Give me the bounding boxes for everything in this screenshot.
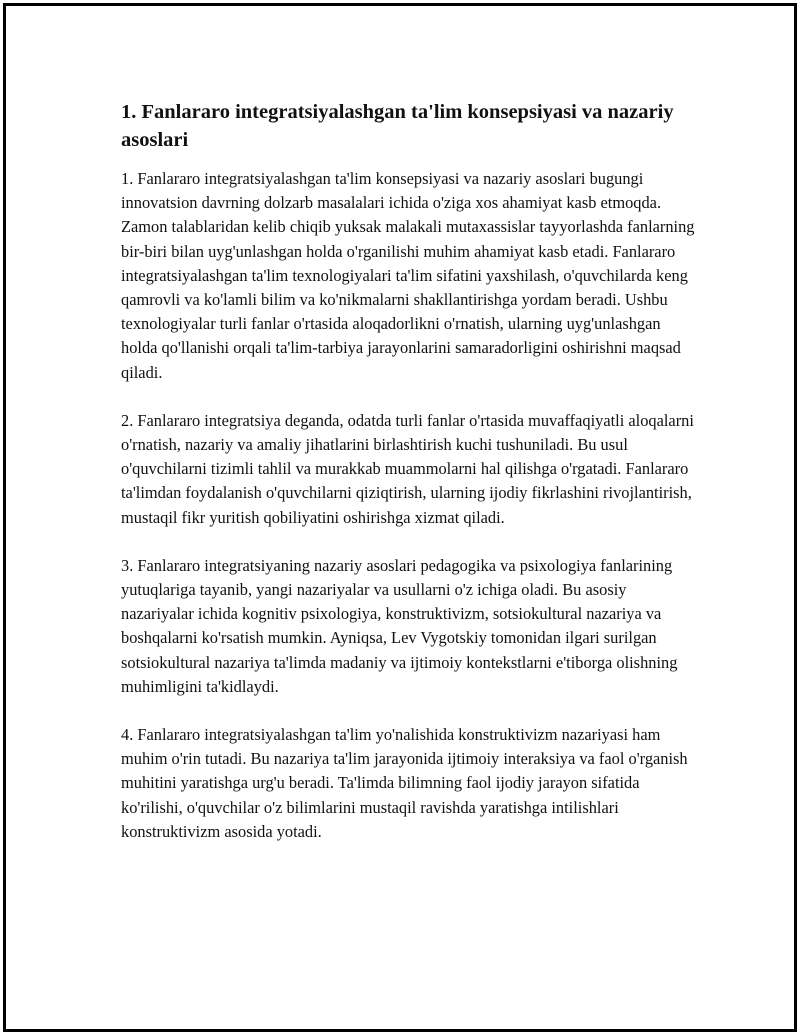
document-body	[121, 98, 701, 868]
page-frame	[3, 3, 797, 1032]
paragraph-1: 1. Fanlararo integratsiyalashgan ta'lim konsepsiyasi va nazariy asoslari bugungi innovatsion davrning dolzarb masalalari ichida o'ziga xos ahamiyat kasb etmoqda. Zamon talablaridan kelib chiqib yuksak malakali mutaxassislar tayyorlashda fanlarning bir-biri bilan uyg'unlashgan holda o'rganilishi muhim ahamiyat kasb etadi. Fanlararo integratsiyalashgan ta'lim texnologiyalari ta'lim sifatini yaxshilash, o'quvchilarda keng qamrovli va ko'lamli bilim va ko'nikmalarni shakllantirishga yordam beradi. Ushbu texnologiyalar turli fanlar o'rtasida aloqadorlikni o'rnatish, ularning uyg'unlashgan holda qo'llanishi orqali ta'lim-tarbiya jarayonlarini samaradorligini oshirishni maqsad qiladi.	[121, 169, 695, 382]
paragraph-2: 2. Fanlararo integratsiya deganda, odatda turli fanlar o'rtasida muvaffaqiyatli aloqalarni o'rnatish, nazariy va amaliy jihatlarini birlashtirish kuchi tushuniladi. Bu usul o'quvchilarni tizimli tahlil va murakkab muammolarni hal qilishga o'rgatadi. Fanlararo ta'limdan foydalanish o'quvchilarni qiziqtirish, ularning ijodiy fikrlashini rivojlantirish, mustaqil fikr yuritish qobiliyatini oshirishga xizmat qiladi.	[121, 410, 694, 527]
paragraph-4: 4. Fanlararo integratsiyalashgan ta'lim yo'nalishida konstruktivizm nazariyasi ham muhim o'rin tutadi. Bu nazariya ta'lim jarayonida ijtimoiy interaksiya va faol o'rganish muhitini yaratishga urg'u beradi. Ta'limda bilimning faol ijodiy jarayon sifatida ko'rilishi, o'quvchilar o'z bilimlarini mustaqil ravishda yaratishga intilishlari konstruktivizm asosida yotadi.	[121, 725, 688, 841]
paragraph-3: 3. Fanlararo integratsiyaning nazariy asoslari pedagogika va psixologiya fanlarining yutuqlariga tayanib, yangi nazariyalar va usullarni o'z ichiga oladi. Bu asosiy nazariyalar ichida kognitiv psixologiya, konstruktivizm, sotsiokultural nazariya va boshqalarni ko'rsatish mumkin. Ayniqsa, Lev Vygotskiy tomonidan ilgari surilgan sotsiokultural nazariya ta'limda madaniy va ijtimoiy kontekstlarni e'tiborga olishning muhimligini ta'kidlaydi.	[121, 555, 678, 696]
document-title: 1. Fanlararo integratsiyalashgan ta'lim konsepsiyasi va nazariy asoslari	[121, 101, 674, 151]
